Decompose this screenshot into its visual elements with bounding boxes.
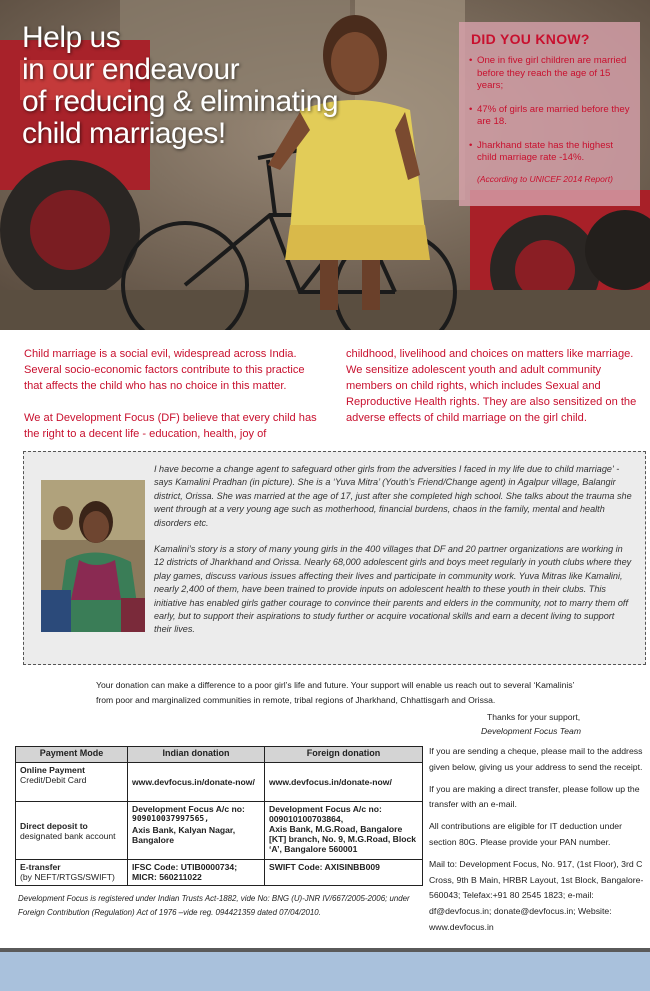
intro-left-column	[24, 346, 326, 458]
column-header: Foreign donation	[265, 747, 423, 763]
table-row	[16, 763, 423, 802]
indian-bank-details	[128, 802, 265, 860]
table-row	[16, 802, 423, 860]
mode-subtitle: designated bank account	[20, 830, 116, 841]
mode-subtitle: (by NEFT/RTGS/SWIFT)	[20, 872, 115, 882]
ifsc-code: IFSC Code: UTIB0000734;	[132, 862, 238, 872]
intro-right-column	[346, 346, 642, 442]
fact-item: • Jharkhand state has the highest child marriage rate -14%.	[471, 140, 630, 165]
payment-mode-cell	[16, 860, 128, 886]
hero-banner	[0, 0, 650, 330]
table-header-row	[16, 747, 423, 763]
contact-paragraph: Mail to: Development Focus, No. 917, (1st Floor), 3rd C Cross, 9th B Main, HRBR Layout, 1st Block, Bangalore-560043; Telefax:+91 80 2545 1823; e-mail: df@devfocus.in; donate@devfocus.in; Website: www.devfocus.in	[429, 858, 644, 932]
kamalini-photo	[41, 480, 145, 632]
account-number: 909010037997565,	[132, 814, 210, 823]
signature-team: Development Focus Team	[481, 726, 581, 736]
headline-line-1: Help us	[22, 21, 121, 54]
bank-branch: Axis Bank, Kalyan Nagar, Bangalore	[132, 824, 236, 845]
payment-mode-cell	[16, 763, 128, 802]
intro-paragraph: childhood, livelihood and choices on matters like marriage. We sensitize adolescent youth and adult community members on child rights, which includes Sexual and Reproductive Health rights. They are also sensitized on the adverse effects of child marriage on the girl child.	[346, 348, 637, 424]
footer-band	[0, 952, 650, 991]
column-header: Payment Mode	[16, 747, 128, 763]
payment-mode-cell	[16, 802, 128, 860]
registration-note: Development Focus is registered under Indian Trusts Act-1882, vide No: BNG (U)-JNR IV/667/2005-2006; under Foreign Contribution (Regulation) Act of 1976 –vide reg. 094421359 dated 07/04/2010.	[18, 894, 410, 918]
story-paragraph: Kamalini’s story is a story of many young girls in the 400 villages that DF and 20 partner organizations are working in 12 districts of Jharkhand and Orissa. Nearly 68,000 adolescent girls and boys meet regularly in youth clubs where they play games, discuss various issues affecting their lives and participate in community work. Yuva Mitras like Kamalini, nearly 2,400 of them, have been trained to provide inputs on adolescent health to these youth in their clubs. This initiative has enabled girls gather courage to convince their parents and elders in the community, not to marry them off early, but to support their aspirations to study further or acquire vocational skills and earn a decent living to support their lives.	[154, 544, 632, 635]
story-paragraph: I have become a change agent to safeguard other girls from the adversities I faced in my life due to child marriage' - says Kamalini Pradhan (in picture). She is a ‘Yuva Mitra’ (Youth’s Friend/Change agent) in Agalpur village, Balangir district, Orissa. She was married at the age of 17, just after she completed high school. She talks about the trauma she went through at a very young age such as motherhood, financial burdens, chaos in the family, mental and health disorders etc.	[154, 464, 632, 528]
did-you-know-box	[459, 22, 640, 206]
intro-paragraph: We at Development Focus (DF) believe that every child has the right to a decent life - education, health, joy of	[24, 412, 317, 440]
thanks-line: Thanks for your support,	[487, 712, 581, 722]
headline-line-4: child marriages!	[22, 117, 226, 150]
headline-line-2: in our endeavour	[22, 53, 240, 86]
portrait-image	[41, 480, 145, 632]
fact-item: • 47% of girls are married before they are 18.	[471, 104, 630, 129]
indian-transfer-codes	[128, 860, 265, 886]
bank-branch: Axis Bank, M.G.Road, Bangalore [KT] branch, No. 9, M.G.Road, Block ‘A’, Bangalore 560001	[269, 824, 417, 854]
contact-paragraph: All contributions are eligible for IT deduction under section 80G. Please provide your PAN number.	[429, 821, 623, 847]
mode-title: Online Payment	[20, 765, 85, 775]
column-header: Indian donation	[128, 747, 265, 763]
micr-code: MICR: 560211022	[132, 872, 202, 882]
account-number: 009010100703864,	[269, 814, 344, 824]
fact-item: • One in five girl children are married before they reach the age of 15 years;	[471, 55, 630, 93]
story-box	[23, 451, 646, 665]
table-row	[16, 860, 423, 886]
mode-title: Direct deposit to	[20, 820, 88, 831]
account-label: Development Focus A/c no:	[132, 804, 245, 814]
indian-donation-link[interactable]: www.devfocus.in/donate-now/	[128, 763, 265, 802]
foreign-bank-details	[265, 802, 423, 860]
contact-paragraph: If you are sending a cheque, please mail to the address given below, giving us your address to send the receipt.	[429, 746, 643, 772]
swift-code: SWIFT Code: AXISINBB009	[265, 860, 423, 886]
foreign-donation-link[interactable]: www.devfocus.in/donate-now/	[265, 763, 423, 802]
mode-subtitle: Credit/Debit Card	[20, 775, 87, 785]
intro-paragraph: Child marriage is a social evil, widespread across India. Several socio-economic factors contribute to this practice that affects the child who has no choice in this matter.	[24, 348, 305, 392]
account-label: Development Focus A/c no:	[269, 804, 382, 814]
contact-paragraph: If you are making a direct transfer, please follow up the transfer with an e-mail.	[429, 783, 640, 810]
hero-headline	[22, 22, 338, 150]
donation-appeal: Your donation can make a difference to a poor girl’s life and future. Your support will enable us reach out to several ‘Kamalinis’ from poor and marginalized communities in remote, tribal regions of Jharkhand, Chhattisgarh and Orissa.	[96, 680, 575, 705]
mode-title: E-transfer	[20, 862, 61, 872]
did-you-know-title: DID YOU KNOW?	[471, 31, 590, 47]
payment-table	[15, 746, 423, 886]
fact-source: (According to UNICEF 2014 Report)	[477, 173, 613, 184]
story-text	[154, 463, 634, 650]
headline-line-3: of reducing & eliminating	[22, 85, 339, 118]
contact-info	[429, 744, 645, 942]
